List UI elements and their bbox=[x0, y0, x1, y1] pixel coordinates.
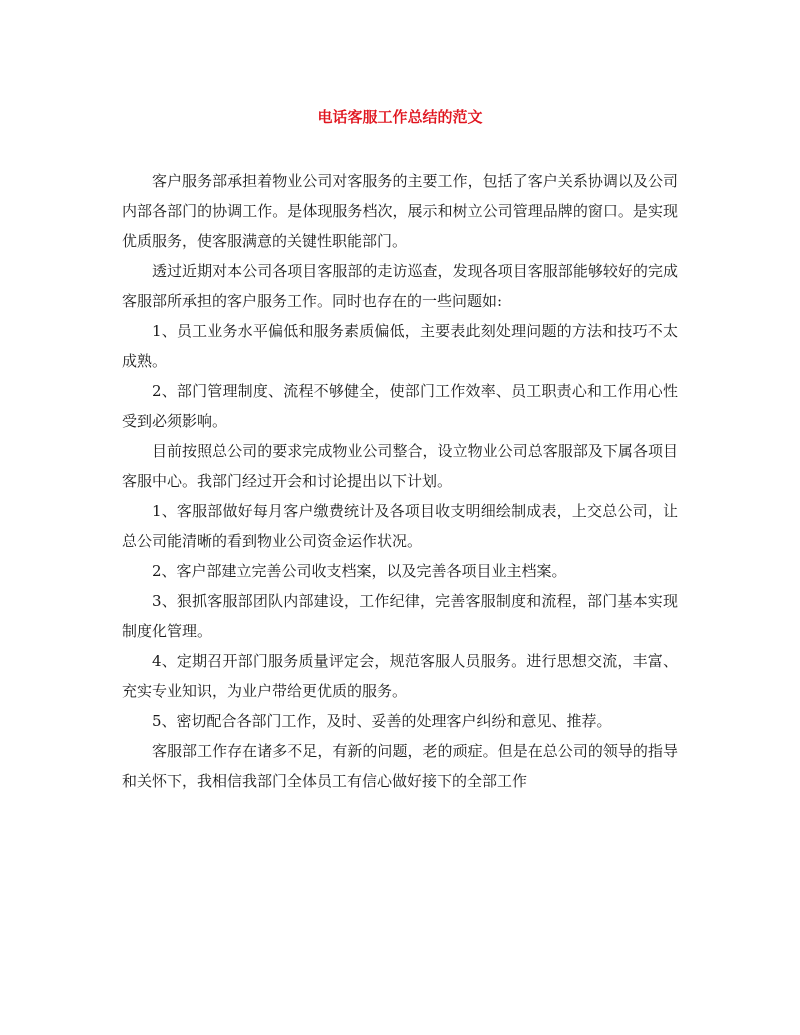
paragraph-plan-3: 3、狠抓客服部团队内部建设，工作纪律，完善客服制度和流程，部门基本实现制度化管理。 bbox=[122, 592, 678, 640]
paragraph-plan-2: 2、客户部建立完善公司收支档案，以及完善各项目业主档案。 bbox=[152, 562, 567, 580]
paragraph-issue-1: 1、员工业务水平偏低和服务素质偏低，主要表此刻处理问题的方法和技巧不太成熟。 bbox=[122, 322, 678, 370]
paragraph-inspection: 透过近期对本公司各项目客服部的走访巡查，发现各项目客服部能够较好的完成客服部所承担的客户服务工作。同时也存在的一些问题如: bbox=[122, 262, 678, 310]
paragraph-plan-intro: 目前按照总公司的要求完成物业公司整合，设立物业公司总客服部及下属各项目客服中心。我部门经过开会和讨论提出以下计划。 bbox=[122, 442, 678, 490]
paragraph-intro: 客户服务部承担着物业公司对客服务的主要工作，包括了客户关系协调以及公司内部各部门的协调工作。是体现服务档次，展示和树立公司管理品牌的窗口。是实现优质服务，使客服满意的关键性职能部门。 bbox=[122, 172, 678, 250]
paragraph-plan-4: 4、定期召开部门服务质量评定会，规范客服人员服务。进行思想交流，丰富、充实专业知识，为业户带给更优质的服务。 bbox=[122, 652, 678, 700]
paragraph-issue-2: 2、部门管理制度、流程不够健全，使部门工作效率、员工职责心和工作用心性受到必须影响。 bbox=[122, 382, 678, 430]
paragraph-plan-5: 5、密切配合各部门工作，及时、妥善的处理客户纠纷和意见、推荐。 bbox=[152, 712, 612, 730]
document-body bbox=[122, 166, 678, 796]
paragraph-plan-1: 1、客服部做好每月客户缴费统计及各项目收支明细绘制成表，上交总公司，让总公司能清晰的看到物业公司资金运作状况。 bbox=[122, 502, 678, 550]
paragraph-conclusion: 客服部工作存在诸多不足，有新的问题，老的顽症。但是在总公司的领导的指导和关怀下，我相信我部门全体员工有信心做好接下的全部工作 bbox=[122, 742, 678, 790]
document-title: 电话客服工作总结的范文 bbox=[317, 108, 483, 126]
